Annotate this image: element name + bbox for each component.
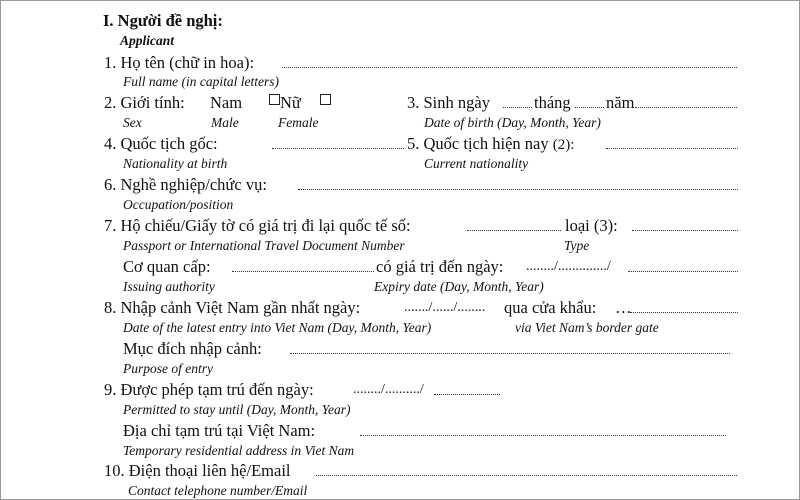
dob-day-field[interactable] bbox=[503, 107, 532, 108]
q5-note: (2): bbox=[552, 137, 575, 153]
q3-label-day: 3. Sinh ngày bbox=[407, 93, 490, 112]
q5-field[interactable] bbox=[606, 148, 738, 149]
q10-label: 10. Điện thoại liên hệ/Email bbox=[104, 461, 291, 480]
q2-label: 2. Giới tính: bbox=[104, 93, 185, 112]
q7-expiry-en: Expiry date (Day, Month, Year) bbox=[374, 279, 544, 294]
q9-label-en: Permitted to stay until (Day, Month, Year) bbox=[123, 402, 351, 417]
q9-date-fill[interactable]: ......../........../ bbox=[353, 382, 424, 397]
q8-label: 8. Nhập cảnh Việt Nam gần nhất ngày: bbox=[104, 298, 361, 317]
q8-purpose-en: Purpose of entry bbox=[123, 361, 213, 376]
q7-label: 7. Hộ chiếu/Giấy tờ có giá trị đi lại quốc tế số: bbox=[104, 216, 411, 235]
q6-label-en: Occupation/position bbox=[123, 197, 234, 212]
q10-field[interactable] bbox=[316, 475, 737, 476]
q3-label-month: tháng bbox=[534, 93, 571, 112]
q4-field[interactable] bbox=[272, 148, 404, 149]
q7-expiry-year-field[interactable] bbox=[628, 271, 738, 272]
q7-type-label: loại (3): bbox=[565, 216, 618, 235]
q1-field[interactable] bbox=[282, 67, 737, 68]
q7-type-field[interactable] bbox=[632, 230, 738, 231]
q5-label bbox=[407, 134, 574, 155]
q8-date-fill[interactable]: ......./....../........ bbox=[404, 300, 486, 315]
q5-label-text: 5. Quốc tịch hiện nay bbox=[407, 134, 549, 153]
q5-label-en: Current nationality bbox=[424, 156, 529, 171]
q6-field[interactable] bbox=[298, 189, 738, 190]
q7-number-field[interactable] bbox=[467, 230, 561, 231]
q2-female-label: Nữ bbox=[280, 93, 301, 112]
q8-purpose-field[interactable] bbox=[290, 353, 730, 354]
q8-gate-field[interactable] bbox=[630, 312, 738, 313]
female-checkbox[interactable] bbox=[320, 94, 331, 105]
q3-label-en: Date of birth (Day, Month, Year) bbox=[424, 115, 601, 130]
q7-authority-en: Issuing authority bbox=[123, 279, 215, 294]
q7-authority-label: Cơ quan cấp: bbox=[123, 257, 211, 276]
q8-gate-fill: … bbox=[615, 298, 632, 317]
q8-gate-label: qua cửa khẩu: bbox=[504, 298, 597, 317]
dob-year-field[interactable] bbox=[635, 107, 737, 108]
q8-label-en: Date of the latest entry into Viet Nam (Day, Month, Year) bbox=[123, 320, 432, 335]
q7-label-en: Passport or International Travel Document Number bbox=[123, 238, 405, 253]
q7-expiry-label: có giá trị đến ngày: bbox=[376, 257, 504, 276]
q8-gate-en: via Viet Nam’s border gate bbox=[515, 320, 659, 335]
male-checkbox[interactable] bbox=[269, 94, 280, 105]
q1-label-en: Full name (in capital letters) bbox=[123, 74, 279, 89]
q4-label-en: Nationality at birth bbox=[123, 156, 228, 171]
q7-authority-field[interactable] bbox=[232, 271, 374, 272]
q6-label: 6. Nghề nghiệp/chức vụ: bbox=[104, 175, 267, 194]
q2-male-en: Male bbox=[211, 115, 239, 130]
q3-label-year: năm bbox=[606, 93, 635, 112]
q2-male-label: Nam bbox=[210, 93, 243, 112]
q9-label: 9. Được phép tạm trú đến ngày: bbox=[104, 380, 314, 399]
q9-address-en: Temporary residential address in Viet Nam bbox=[123, 443, 355, 458]
q7-expiry-fill: ......../............../ bbox=[526, 259, 611, 274]
q2-label-en: Sex bbox=[123, 115, 142, 130]
q9-address-field[interactable] bbox=[360, 435, 726, 436]
q9-address-label: Địa chỉ tạm trú tại Việt Nam: bbox=[123, 421, 316, 440]
dob-month-field[interactable] bbox=[575, 107, 604, 108]
q8-purpose-label: Mục đích nhập cảnh: bbox=[123, 339, 262, 358]
q10-label-en: Contact telephone number/Email bbox=[128, 483, 308, 498]
q1-label: 1. Họ tên (chữ in hoa): bbox=[104, 53, 255, 72]
q7-type-en: Type bbox=[564, 238, 590, 253]
q4-label: 4. Quốc tịch gốc: bbox=[104, 134, 218, 153]
q2-female-en: Female bbox=[278, 115, 319, 130]
q9-year-field[interactable] bbox=[434, 394, 500, 395]
section-heading: I. Người đề nghị: bbox=[103, 11, 223, 30]
section-heading-en: Applicant bbox=[120, 33, 175, 48]
